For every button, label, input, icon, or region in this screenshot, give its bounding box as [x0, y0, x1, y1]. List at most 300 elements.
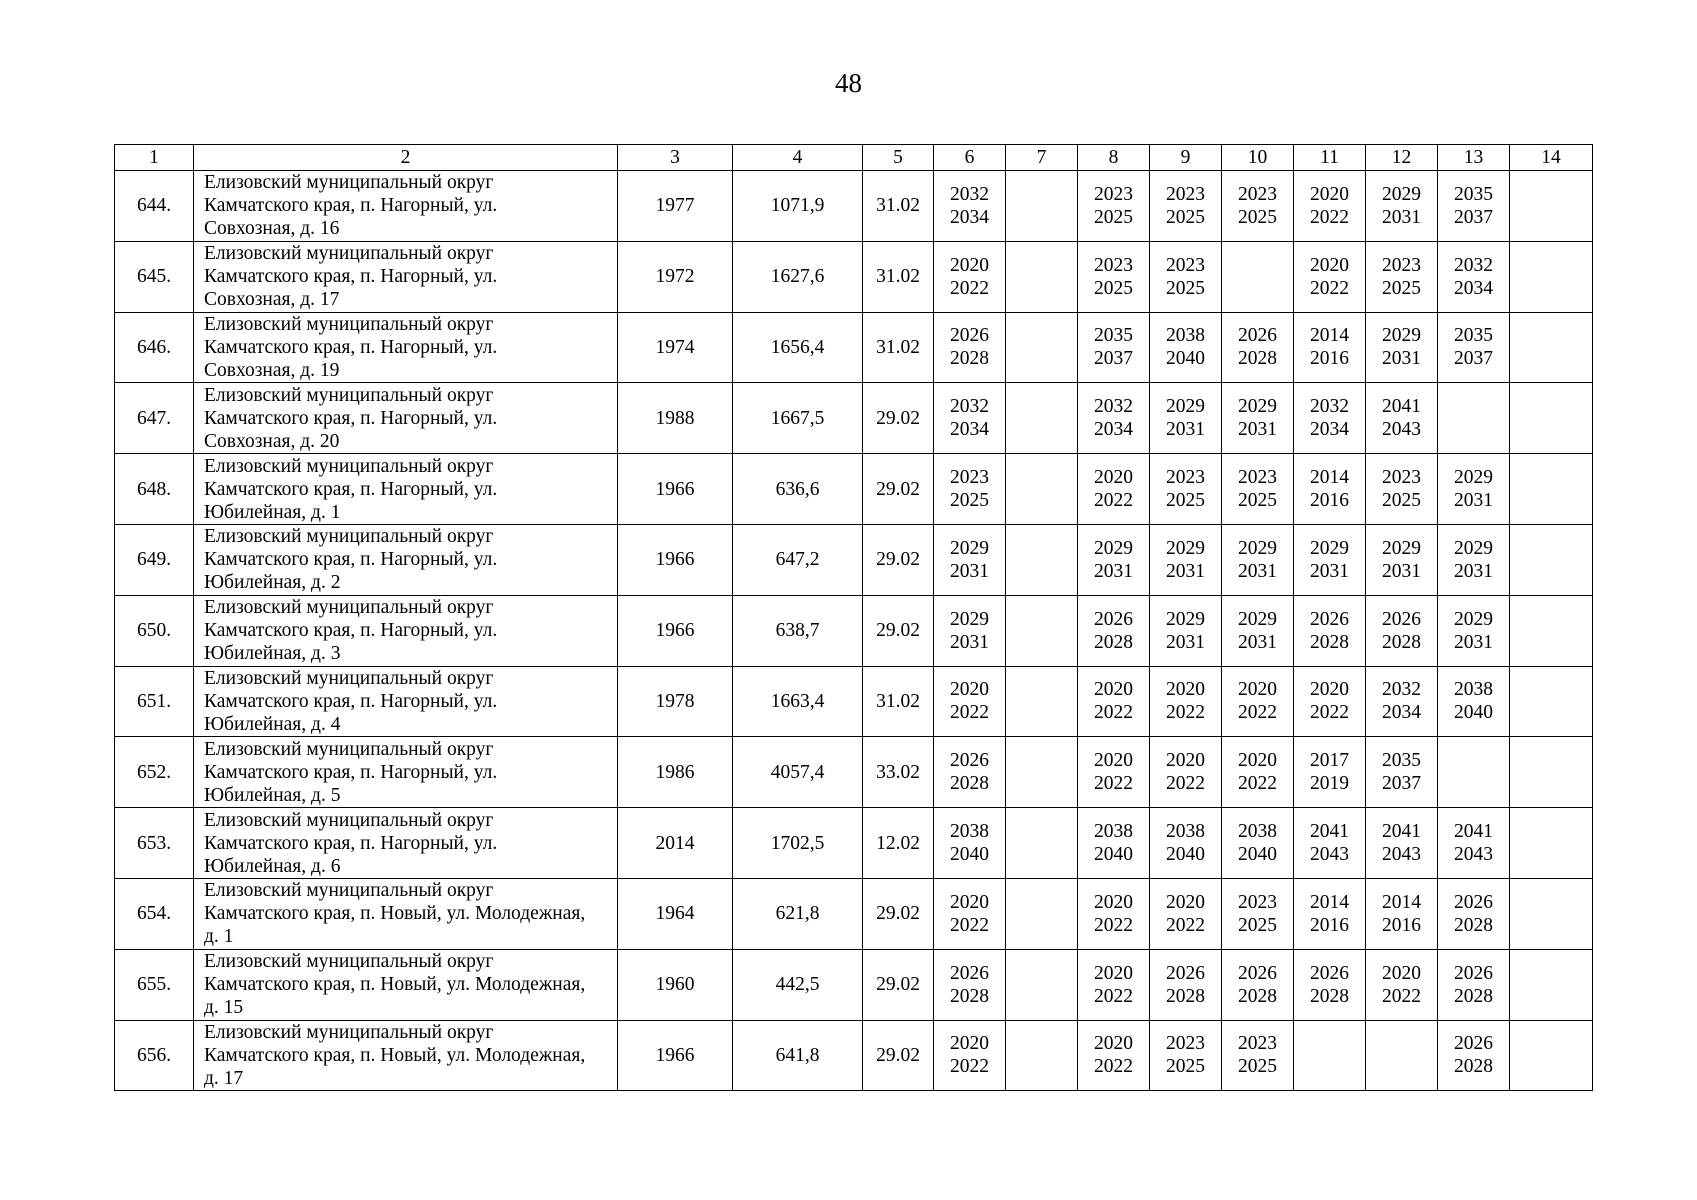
period-9: [1150, 454, 1222, 525]
period-10-line: 2020: [1238, 750, 1277, 772]
period-10-line: 2022: [1238, 773, 1277, 795]
period-9-line: 2023: [1166, 254, 1205, 276]
period-13-line: 2028: [1454, 985, 1493, 1007]
table-row: [115, 454, 1593, 525]
period-6-line: 2026: [950, 750, 989, 772]
period-9-line: 2038: [1166, 325, 1205, 347]
period-9-line: 2025: [1166, 277, 1205, 299]
period-8-line: 2020: [1094, 679, 1133, 701]
period-8-line: 2020: [1094, 962, 1133, 984]
total-area: 1702,5: [733, 808, 863, 879]
period-13: [1438, 737, 1510, 808]
period-10-line: 2031: [1238, 631, 1277, 653]
row-number: 653.: [115, 808, 194, 879]
period-13: [1438, 524, 1510, 595]
column-header: 6: [934, 145, 1006, 171]
address-cell-line: Юбилейная, д. 6: [204, 855, 341, 877]
period-6: [934, 312, 1006, 383]
period-6-line: 2028: [950, 348, 989, 370]
column-header: 4: [733, 145, 863, 171]
period-10-line: 2025: [1238, 490, 1277, 512]
period-9-line: 2022: [1166, 773, 1205, 795]
period-6-line: 2031: [950, 631, 989, 653]
address-cell-line: Камчатского края, п. Нагорный, ул.: [204, 690, 498, 712]
year-built: 1972: [618, 241, 733, 312]
address-cell-line: Совхозная, д. 19: [204, 359, 340, 381]
period-13-line: 2029: [1454, 467, 1493, 489]
period-10: [1222, 241, 1294, 312]
period-12: [1366, 808, 1438, 879]
period-14: [1510, 171, 1593, 242]
period-6-line: 2032: [950, 183, 989, 205]
period-10: [1222, 454, 1294, 525]
period-8-line: 2034: [1094, 419, 1133, 441]
page-number: 48: [835, 68, 862, 98]
period-11-line: 2028: [1310, 631, 1349, 653]
period-11: [1294, 524, 1366, 595]
period-12-line: 2037: [1382, 773, 1421, 795]
period-11-line: 2028: [1310, 985, 1349, 1007]
period-9-line: 2031: [1166, 560, 1205, 582]
period-13-line: 2031: [1454, 560, 1493, 582]
period-6: [934, 878, 1006, 949]
period-6: [934, 241, 1006, 312]
period-6-line: 2032: [950, 396, 989, 418]
table-row: [115, 737, 1593, 808]
period-13-line: 2043: [1454, 844, 1493, 866]
period-13-line: 2026: [1454, 1033, 1493, 1055]
period-6: [934, 1020, 1006, 1091]
period-13-line: 2034: [1454, 277, 1493, 299]
period-9-line: 2025: [1166, 206, 1205, 228]
period-8-line: 2031: [1094, 560, 1133, 582]
period-7: [1006, 312, 1078, 383]
period-13-line: 2031: [1454, 631, 1493, 653]
period-12: [1366, 595, 1438, 666]
period-11-line: 2014: [1310, 325, 1349, 347]
column-header: 12: [1366, 145, 1438, 171]
column-header: 1: [115, 145, 194, 171]
address-cell-line: Елизовский муниципальный округ: [204, 809, 494, 831]
address-cell-line: Камчатского края, п. Нагорный, ул.: [204, 195, 498, 217]
period-9-line: 2025: [1166, 490, 1205, 512]
period-12-line: 2041: [1382, 821, 1421, 843]
period-10-line: 2038: [1238, 821, 1277, 843]
year-built: 1986: [618, 737, 733, 808]
period-12: [1366, 241, 1438, 312]
period-13-line: 2040: [1454, 702, 1493, 724]
period-9: [1150, 524, 1222, 595]
period-8: [1078, 595, 1150, 666]
address-cell: [194, 666, 618, 737]
period-13: [1438, 1020, 1510, 1091]
period-11-line: 2020: [1310, 254, 1349, 276]
period-6: [934, 171, 1006, 242]
year-built: 1966: [618, 1020, 733, 1091]
period-10: [1222, 383, 1294, 454]
address-cell-line: Юбилейная, д. 3: [204, 643, 341, 665]
category-code: 29.02: [863, 1020, 934, 1091]
category-code: 12.02: [863, 808, 934, 879]
period-12-line: 2043: [1382, 419, 1421, 441]
period-9-line: 2020: [1166, 679, 1205, 701]
period-6: [934, 949, 1006, 1020]
period-12-line: 2043: [1382, 844, 1421, 866]
address-cell: [194, 241, 618, 312]
period-6-line: 2020: [950, 679, 989, 701]
period-7: [1006, 454, 1078, 525]
period-9: [1150, 949, 1222, 1020]
period-11-line: 2016: [1310, 348, 1349, 370]
period-8-line: 2022: [1094, 1056, 1133, 1078]
address-cell: [194, 524, 618, 595]
period-11-line: 2022: [1310, 702, 1349, 724]
address-cell-line: Камчатского края, п. Нагорный, ул.: [204, 549, 498, 571]
address-cell-line: Елизовский муниципальный округ: [204, 951, 494, 973]
period-12-line: 2020: [1382, 962, 1421, 984]
period-8: [1078, 312, 1150, 383]
period-9-line: 2029: [1166, 537, 1205, 559]
address-cell-line: Совхозная, д. 16: [204, 218, 340, 240]
period-8: [1078, 454, 1150, 525]
row-number: 651.: [115, 666, 194, 737]
period-10-line: 2031: [1238, 560, 1277, 582]
category-code: 29.02: [863, 878, 934, 949]
period-6-line: 2022: [950, 277, 989, 299]
period-13: [1438, 666, 1510, 737]
period-9-line: 2029: [1166, 396, 1205, 418]
period-10-line: 2022: [1238, 702, 1277, 724]
period-8-line: 2026: [1094, 608, 1133, 630]
address-cell-line: Совхозная, д. 17: [204, 289, 340, 311]
address-cell-line: д. 15: [204, 997, 244, 1019]
period-7: [1006, 595, 1078, 666]
address-cell-line: Камчатского края, п. Нагорный, ул.: [204, 620, 498, 642]
period-14: [1510, 1020, 1593, 1091]
period-12-line: 2022: [1382, 985, 1421, 1007]
address-cell-line: Юбилейная, д. 2: [204, 572, 341, 594]
address-cell: [194, 1020, 618, 1091]
period-6: [934, 666, 1006, 737]
address-cell-line: Елизовский муниципальный округ: [204, 172, 494, 194]
category-code: 29.02: [863, 595, 934, 666]
period-11-line: 2026: [1310, 608, 1349, 630]
period-12: [1366, 737, 1438, 808]
period-6-line: 2028: [950, 773, 989, 795]
total-area: 1663,4: [733, 666, 863, 737]
period-10: [1222, 878, 1294, 949]
period-7: [1006, 949, 1078, 1020]
period-12-line: 2034: [1382, 702, 1421, 724]
total-area: 621,8: [733, 878, 863, 949]
period-8-line: 2040: [1094, 844, 1133, 866]
period-13-line: 2037: [1454, 206, 1493, 228]
period-11-line: 2016: [1310, 490, 1349, 512]
period-8-line: 2032: [1094, 396, 1133, 418]
period-12: [1366, 666, 1438, 737]
period-6-line: 2028: [950, 985, 989, 1007]
period-12-line: 2031: [1382, 206, 1421, 228]
column-header: 3: [618, 145, 733, 171]
period-6: [934, 524, 1006, 595]
row-number: 644.: [115, 171, 194, 242]
table-row: [115, 524, 1593, 595]
period-7: [1006, 241, 1078, 312]
period-8-line: 2022: [1094, 914, 1133, 936]
category-code: 29.02: [863, 454, 934, 525]
total-area: 1667,5: [733, 383, 863, 454]
period-7: [1006, 737, 1078, 808]
address-cell-line: Юбилейная, д. 4: [204, 713, 341, 735]
period-12: [1366, 171, 1438, 242]
period-11-line: 2022: [1310, 206, 1349, 228]
total-area: 638,7: [733, 595, 863, 666]
address-cell-line: Елизовский муниципальный округ: [204, 738, 494, 760]
period-12: [1366, 454, 1438, 525]
period-12-line: 2041: [1382, 396, 1421, 418]
period-9: [1150, 1020, 1222, 1091]
period-9-line: 2028: [1166, 985, 1205, 1007]
period-11-line: 2022: [1310, 277, 1349, 299]
period-11: [1294, 383, 1366, 454]
period-13: [1438, 454, 1510, 525]
period-11-line: 2026: [1310, 962, 1349, 984]
period-10-line: 2023: [1238, 1033, 1277, 1055]
year-built: 1966: [618, 524, 733, 595]
period-8-line: 2038: [1094, 821, 1133, 843]
period-11-line: 2029: [1310, 537, 1349, 559]
period-11-line: 2034: [1310, 419, 1349, 441]
period-7: [1006, 383, 1078, 454]
period-13-line: 2038: [1454, 679, 1493, 701]
address-cell-line: Елизовский муниципальный округ: [204, 243, 494, 265]
row-number: 654.: [115, 878, 194, 949]
period-10: [1222, 737, 1294, 808]
period-10-line: 2025: [1238, 1056, 1277, 1078]
period-12: [1366, 1020, 1438, 1091]
period-8-line: 2022: [1094, 702, 1133, 724]
period-6-line: 2022: [950, 702, 989, 724]
period-13: [1438, 949, 1510, 1020]
address-cell: [194, 171, 618, 242]
period-13-line: 2032: [1454, 254, 1493, 276]
period-8-line: 2028: [1094, 631, 1133, 653]
table-row: [115, 383, 1593, 454]
period-6-line: 2023: [950, 467, 989, 489]
row-number: 656.: [115, 1020, 194, 1091]
total-area: 1656,4: [733, 312, 863, 383]
period-12-line: 2031: [1382, 348, 1421, 370]
period-10-line: 2023: [1238, 467, 1277, 489]
period-9: [1150, 171, 1222, 242]
address-cell: [194, 312, 618, 383]
year-built: 1966: [618, 454, 733, 525]
address-cell-line: Елизовский муниципальный округ: [204, 1021, 494, 1043]
period-12: [1366, 878, 1438, 949]
period-10: [1222, 1020, 1294, 1091]
period-10-line: 2025: [1238, 206, 1277, 228]
period-12-line: 2028: [1382, 631, 1421, 653]
period-12-line: 2023: [1382, 254, 1421, 276]
period-12-line: 2025: [1382, 490, 1421, 512]
period-8-line: 2020: [1094, 467, 1133, 489]
category-code: 31.02: [863, 666, 934, 737]
period-11: [1294, 171, 1366, 242]
column-header: 14: [1510, 145, 1593, 171]
period-11-line: 2020: [1310, 183, 1349, 205]
row-number: 649.: [115, 524, 194, 595]
period-8-line: 2022: [1094, 985, 1133, 1007]
period-8-line: 2025: [1094, 277, 1133, 299]
address-cell: [194, 808, 618, 879]
period-6: [934, 383, 1006, 454]
period-9-line: 2020: [1166, 750, 1205, 772]
period-13-line: 2037: [1454, 348, 1493, 370]
period-8-line: 2025: [1094, 206, 1133, 228]
address-cell-line: Камчатского края, п. Нагорный, ул.: [204, 832, 498, 854]
period-12: [1366, 383, 1438, 454]
category-code: 29.02: [863, 383, 934, 454]
period-6-line: 2040: [950, 844, 989, 866]
period-8-line: 2020: [1094, 1033, 1133, 1055]
period-9-line: 2022: [1166, 702, 1205, 724]
period-13-line: 2031: [1454, 490, 1493, 512]
total-area: 1627,6: [733, 241, 863, 312]
period-12-line: 2016: [1382, 914, 1421, 936]
period-9-line: 2025: [1166, 1056, 1205, 1078]
address-cell-line: Камчатского края, п. Нагорный, ул.: [204, 336, 498, 358]
period-7: [1006, 524, 1078, 595]
row-number: 645.: [115, 241, 194, 312]
period-11-line: 2017: [1310, 750, 1349, 772]
table-row: [115, 808, 1593, 879]
period-11: [1294, 595, 1366, 666]
period-6-line: 2022: [950, 1056, 989, 1078]
period-8: [1078, 737, 1150, 808]
period-6-line: 2025: [950, 490, 989, 512]
address-cell: [194, 878, 618, 949]
period-12: [1366, 524, 1438, 595]
period-10: [1222, 595, 1294, 666]
period-9-line: 2023: [1166, 183, 1205, 205]
address-cell: [194, 383, 618, 454]
period-9-line: 2031: [1166, 631, 1205, 653]
period-13-line: 2029: [1454, 608, 1493, 630]
period-11: [1294, 454, 1366, 525]
address-cell: [194, 454, 618, 525]
address-cell-line: Елизовский муниципальный округ: [204, 880, 494, 902]
period-10: [1222, 808, 1294, 879]
period-14: [1510, 454, 1593, 525]
category-code: 29.02: [863, 524, 934, 595]
period-11: [1294, 878, 1366, 949]
period-7: [1006, 666, 1078, 737]
year-built: 1960: [618, 949, 733, 1020]
period-6: [934, 737, 1006, 808]
period-6-line: 2034: [950, 206, 989, 228]
period-11: [1294, 312, 1366, 383]
period-11-line: 2031: [1310, 560, 1349, 582]
period-8: [1078, 949, 1150, 1020]
period-10-line: 2023: [1238, 891, 1277, 913]
period-9-line: 2029: [1166, 608, 1205, 630]
address-cell-line: Камчатского края, п. Нагорный, ул.: [204, 266, 498, 288]
table-row: [115, 949, 1593, 1020]
table-row: [115, 171, 1593, 242]
address-cell-line: Камчатского края, п. Нагорный, ул.: [204, 761, 498, 783]
category-code: 31.02: [863, 241, 934, 312]
period-6: [934, 808, 1006, 879]
period-8-line: 2037: [1094, 348, 1133, 370]
year-built: 1966: [618, 595, 733, 666]
period-11-line: 2032: [1310, 396, 1349, 418]
column-header: 13: [1438, 145, 1510, 171]
period-8: [1078, 808, 1150, 879]
column-header: 10: [1222, 145, 1294, 171]
period-13-line: 2035: [1454, 325, 1493, 347]
year-built: 1988: [618, 383, 733, 454]
period-8-line: 2022: [1094, 490, 1133, 512]
total-area: 442,5: [733, 949, 863, 1020]
category-code: 31.02: [863, 312, 934, 383]
period-6-line: 2020: [950, 254, 989, 276]
period-13-line: 2035: [1454, 183, 1493, 205]
period-11-line: 2014: [1310, 467, 1349, 489]
year-built: 1974: [618, 312, 733, 383]
period-11-line: 2019: [1310, 773, 1349, 795]
address-cell-line: Камчатского края, п. Новый, ул. Молодежная,: [204, 974, 586, 996]
category-code: 31.02: [863, 171, 934, 242]
address-cell-line: Елизовский муниципальный округ: [204, 597, 494, 619]
period-9: [1150, 241, 1222, 312]
period-13-line: 2026: [1454, 962, 1493, 984]
period-11: [1294, 949, 1366, 1020]
period-12-line: 2014: [1382, 891, 1421, 913]
period-14: [1510, 312, 1593, 383]
period-7: [1006, 808, 1078, 879]
period-7: [1006, 878, 1078, 949]
period-6: [934, 454, 1006, 525]
period-14: [1510, 241, 1593, 312]
register-table: [114, 144, 1593, 1091]
period-13-line: 2028: [1454, 914, 1493, 936]
row-number: 655.: [115, 949, 194, 1020]
table-row: [115, 1020, 1593, 1091]
address-cell-line: д. 1: [204, 926, 234, 948]
address-cell-line: д. 17: [204, 1067, 244, 1089]
period-11-line: 2041: [1310, 821, 1349, 843]
period-12-line: 2035: [1382, 750, 1421, 772]
period-12-line: 2032: [1382, 679, 1421, 701]
address-cell-line: Юбилейная, д. 5: [204, 784, 341, 806]
address-cell-line: Елизовский муниципальный округ: [204, 455, 494, 477]
year-built: 1977: [618, 171, 733, 242]
period-13: [1438, 808, 1510, 879]
period-12-line: 2031: [1382, 560, 1421, 582]
category-code: 33.02: [863, 737, 934, 808]
period-10: [1222, 524, 1294, 595]
period-12-line: 2029: [1382, 183, 1421, 205]
address-cell-line: Юбилейная, д. 1: [204, 501, 341, 523]
period-8: [1078, 171, 1150, 242]
period-6-line: 2029: [950, 537, 989, 559]
address-cell-line: Елизовский муниципальный округ: [204, 526, 494, 548]
table-row: [115, 595, 1593, 666]
period-8-line: 2020: [1094, 891, 1133, 913]
period-6-line: 2020: [950, 1033, 989, 1055]
period-8: [1078, 383, 1150, 454]
year-built: 1978: [618, 666, 733, 737]
